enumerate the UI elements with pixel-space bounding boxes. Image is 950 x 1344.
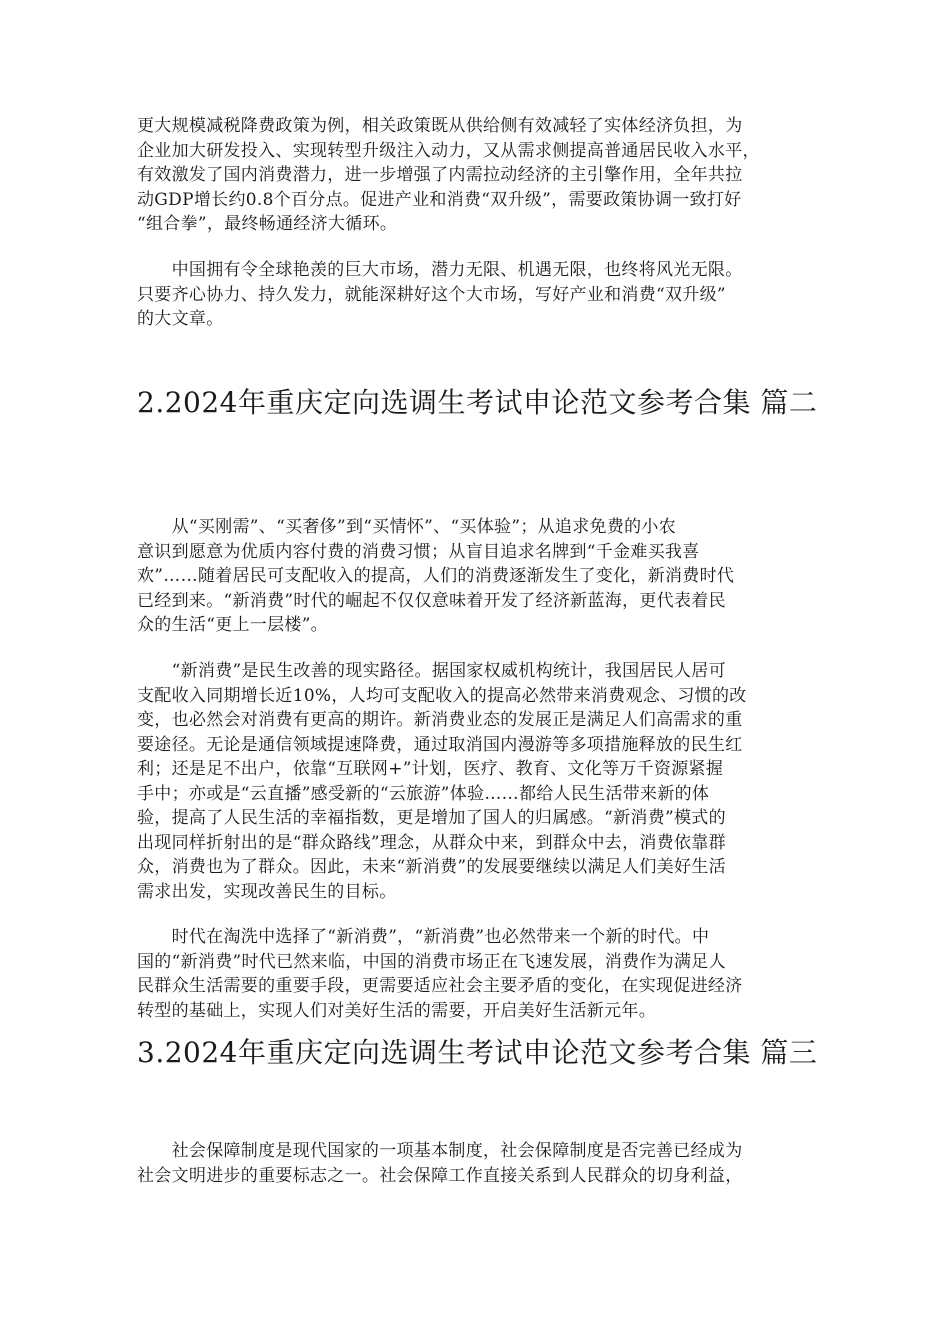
- text-line: 要途径。无论是通信领域提速降费，通过取消国内漫游等多项措施释放的民生红: [137, 734, 743, 755]
- section-heading: [137, 385, 827, 421]
- text-line: 已经到来。“新消费”时代的崛起不仅仅意味着开发了经济新蓝海，更代表着民: [137, 590, 726, 611]
- text-line: 只要齐心协力、持久发力，就能深耕好这个大市场，写好产业和消费“双升级”: [137, 284, 726, 305]
- text-line: “新消费”是民生改善的现实路径。据国家权威机构统计，我国居民人居可: [137, 661, 726, 681]
- heading-2: 2.2024年重庆定向选调生考试申论范文参考合集 篇二: [137, 386, 818, 419]
- paragraph: [137, 515, 827, 638]
- text-line: 中国拥有令全球艳羡的巨大市场，潜力无限、机遇无限，也终将风光无限。: [137, 260, 743, 280]
- text-line: 验，提高了人民生活的幸福指数，更是增加了国人的归属感。“新消费”模式的: [137, 808, 726, 828]
- text-line: 的大文章。: [137, 309, 224, 329]
- paragraph: [137, 114, 827, 237]
- paragraph-text: [137, 114, 827, 237]
- text-line: 众，消费也为了群众。因此，未来“新消费”的发展要继续以满足人们美好生活: [137, 857, 726, 877]
- text-line: 企业加大研发投入、实现转型升级注入动力，又从需求侧提高普通居民收入水平，: [137, 140, 760, 161]
- paragraph-text: [137, 925, 827, 1023]
- text-line: “组合拳”，最终畅通经济大循环。: [137, 214, 398, 234]
- heading-3: 3.2024年重庆定向选调生考试申论范文参考合集 篇三: [137, 1036, 818, 1069]
- text-line: 需求出发，实现改善民生的目标。: [137, 881, 397, 902]
- text-line: 社会文明进步的重要标志之一。社会保障工作直接关系到人民群众的切身利益，: [137, 1165, 743, 1186]
- text-line: 有效激发了国内消费潜力，进一步增强了内需拉动经济的主引擎作用，全年共拉: [137, 165, 743, 185]
- paragraph-text: [137, 1139, 827, 1188]
- paragraph-text: [137, 258, 827, 332]
- text-line: 利；还是足不出户，依靠“互联网+”计划，医疗、教育、文化等万千资源紧握: [137, 759, 724, 779]
- paragraph: [137, 258, 827, 332]
- text-line: 变，也必然会对消费有更高的期许。新消费业态的发展正是满足人们高需求的重: [137, 710, 743, 730]
- text-line: 更大规模减税降费政策为例，相关政策既从供给侧有效减轻了实体经济负担，为: [137, 116, 743, 136]
- text-line: 出现同样折射出的是“群众路线”理念，从群众中来，到群众中去，消费依靠群: [137, 832, 726, 853]
- text-line: 从“买刚需”、“买奢侈”到“买情怀”、“买体验”；从追求免费的小农: [137, 517, 677, 537]
- paragraph-text: [137, 659, 827, 904]
- text-line: 动GDP增长约0.8个百分点。促进产业和消费“双升级”，需要政策协调一致打好: [137, 189, 742, 210]
- text-line: 支配收入同期增长近10%，人均可支配收入的提高必然带来消费观念、习惯的改: [137, 685, 747, 706]
- section-heading: [137, 1035, 827, 1071]
- paragraph: [137, 1139, 827, 1188]
- text-line: 国的“新消费”时代已然来临，中国的消费市场正在飞速发展，消费作为满足人: [137, 951, 726, 972]
- text-line: 欢”……随着居民可支配收入的提高，人们的消费逐渐发生了变化，新消费时代: [137, 566, 735, 586]
- text-line: 意识到愿意为优质内容付费的消费习惯；从盲目追求名牌到“千金难买我喜: [137, 541, 700, 562]
- text-line: 社会保障制度是现代国家的一项基本制度，社会保障制度是否完善已经成为: [137, 1141, 743, 1161]
- text-line: 转型的基础上，实现人们对美好生活的需要，开启美好生活新元年。: [137, 1000, 656, 1021]
- paragraph-text: [137, 515, 827, 638]
- paragraph: [137, 925, 827, 1023]
- paragraph: [137, 659, 827, 904]
- text-line: 时代在淘洗中选择了“新消费”，“新消费”也必然带来一个新的时代。中: [137, 927, 710, 947]
- text-line: 众的生活“更上一层楼”。: [137, 615, 328, 635]
- text-line: 民群众生活需要的重要手段，更需要适应社会主要矛盾的变化，在实现促进经济: [137, 976, 743, 996]
- text-line: 手中；亦或是“云直播”感受新的“云旅游”体验……都给人民生活带来新的体: [137, 783, 710, 804]
